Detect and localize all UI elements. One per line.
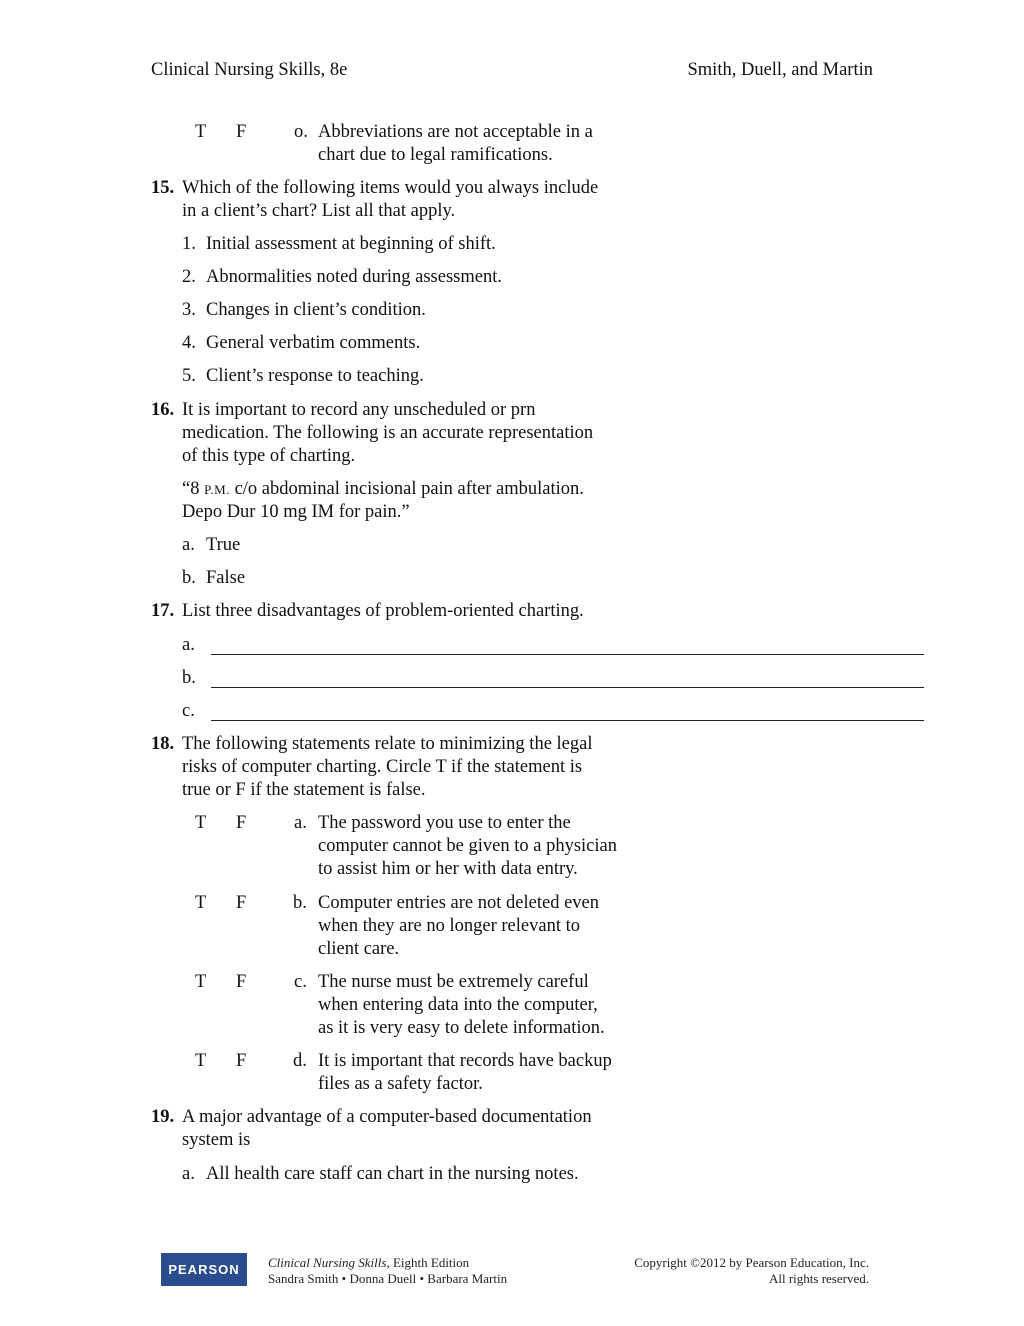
question-text-line: The following statements relate to minimizing the legal: [182, 734, 593, 754]
footer-authors: Sandra Smith • Donna Duell • Barbara Martin: [268, 1271, 508, 1286]
item-text-line: chart due to legal ramifications.: [318, 145, 553, 165]
answer-blank[interactable]: [211, 687, 924, 688]
true-option[interactable]: T: [195, 122, 207, 142]
footer-book-title: [268, 1255, 469, 1271]
item-text-line: Abbreviations are not acceptable in a: [318, 122, 593, 142]
option-number: 2.: [182, 267, 196, 287]
item-letter: b.: [293, 893, 307, 913]
item-text-line: when they are no longer relevant to: [318, 916, 580, 936]
item-text-line: computer cannot be given to a physician: [318, 836, 617, 856]
question-text-line: medication. The following is an accurate representation: [182, 423, 594, 443]
quote-pm: P.M.: [204, 482, 230, 497]
item-text-line: The nurse must be extremely careful: [318, 972, 589, 992]
item-text-line: The password you use to enter the: [318, 813, 571, 833]
question-text-line: of this type of charting.: [182, 446, 356, 466]
blank-letter: a.: [182, 635, 195, 655]
false-option[interactable]: F: [236, 972, 247, 992]
option-letter: b.: [182, 568, 196, 588]
option-text: Client’s response to teaching.: [206, 366, 424, 386]
true-option[interactable]: T: [195, 972, 207, 992]
quote-start: “8: [182, 479, 205, 499]
question-number: 19.: [151, 1107, 175, 1127]
footer-rights: All rights reserved.: [768, 1271, 869, 1286]
option-text: True: [206, 535, 241, 555]
item-text-line: when entering data into the computer,: [318, 995, 598, 1015]
option-number: 4.: [182, 333, 196, 353]
option-text: Abnormalities noted during assessment.: [206, 267, 502, 287]
answer-blank[interactable]: [211, 720, 924, 721]
option-letter: a.: [182, 535, 195, 555]
false-option[interactable]: F: [236, 813, 247, 833]
question-text-line: Which of the following items would you always include: [182, 178, 599, 198]
footer-copyright: Copyright ©2012 by Pearson Education, Inc.: [634, 1255, 869, 1270]
blank-letter: b.: [182, 668, 196, 688]
question-text-line: A major advantage of a computer-based documentation: [182, 1107, 592, 1127]
question-text-line: in a client’s chart? List all that apply.: [182, 201, 456, 221]
question-text-line: It is important to record any unscheduled or prn: [182, 400, 536, 420]
item-text-line: as it is very easy to delete information.: [318, 1018, 605, 1038]
item-text-line: files as a safety factor.: [318, 1074, 483, 1094]
item-letter: c.: [294, 972, 307, 992]
book-title: Clinical Nursing Skills: [268, 1255, 387, 1270]
question-text-line: system is: [182, 1130, 251, 1150]
option-text: Initial assessment at beginning of shift.: [206, 234, 496, 254]
question-number: 17.: [151, 601, 175, 621]
false-option[interactable]: F: [236, 122, 247, 142]
quote-rest: c/o abdominal incisional pain after ambulation.: [229, 479, 584, 499]
question-text-line: true or F if the statement is false.: [182, 780, 426, 800]
blank-letter: c.: [182, 701, 195, 721]
option-letter: a.: [182, 1164, 195, 1184]
option-text: False: [206, 568, 246, 588]
false-option[interactable]: F: [236, 893, 247, 913]
question-text-line: List three disadvantages of problem-oriented charting.: [182, 601, 584, 621]
option-text: All health care staff can chart in the nursing notes.: [206, 1164, 579, 1184]
running-header-right: Smith, Duell, and Martin: [687, 60, 873, 80]
true-option[interactable]: T: [195, 813, 207, 833]
false-option[interactable]: F: [236, 1051, 247, 1071]
answer-blank[interactable]: [211, 654, 924, 655]
option-text: Changes in client’s condition.: [206, 300, 426, 320]
item-text-line: Computer entries are not deleted even: [318, 893, 599, 913]
item-letter: d.: [293, 1051, 307, 1071]
question-number: 18.: [151, 734, 175, 754]
option-number: 1.: [182, 234, 196, 254]
chart-quote-line: [182, 478, 584, 501]
question-text-line: risks of computer charting. Circle T if the statement is: [182, 757, 583, 777]
book-edition: , Eighth Edition: [386, 1255, 470, 1270]
true-option[interactable]: T: [195, 893, 207, 913]
true-option[interactable]: T: [195, 1051, 207, 1071]
item-text-line: It is important that records have backup: [318, 1051, 612, 1071]
question-number: 16.: [151, 400, 175, 420]
option-number: 5.: [182, 366, 196, 386]
running-header-left: Clinical Nursing Skills, 8e: [151, 60, 348, 80]
item-letter: o.: [294, 122, 308, 142]
item-letter: a.: [294, 813, 307, 833]
item-text-line: to assist him or her with data entry.: [318, 859, 578, 879]
pearson-logo: PEARSON: [161, 1253, 247, 1286]
option-number: 3.: [182, 300, 196, 320]
chart-quote-line: Depo Dur 10 mg IM for pain.”: [182, 502, 410, 522]
question-number: 15.: [151, 178, 175, 198]
item-text-line: client care.: [318, 939, 400, 959]
option-text: General verbatim comments.: [206, 333, 421, 353]
